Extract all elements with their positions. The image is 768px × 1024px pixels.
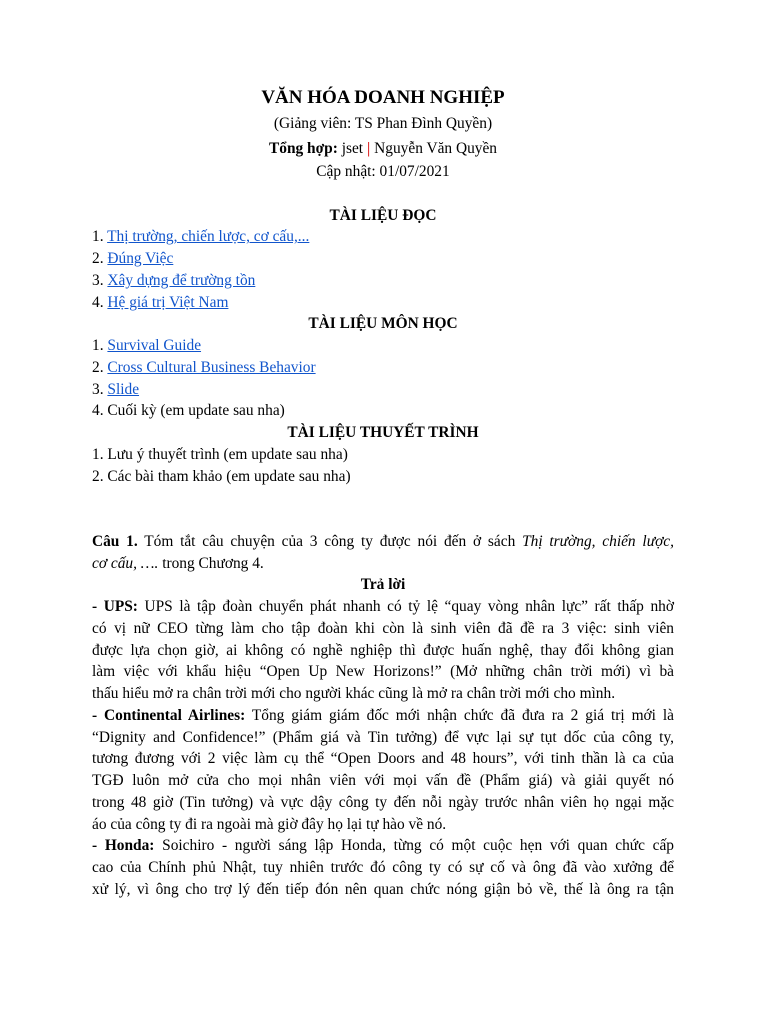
list-item-text: Các bài tham khảo (em update sau nha) bbox=[107, 467, 351, 485]
book-title: cơ cấu, …. bbox=[92, 554, 159, 572]
question-text: trong Chương 4. bbox=[162, 554, 264, 572]
list-number: 4. bbox=[92, 293, 104, 311]
paragraph-line: tương đương với 2 việc làm cụ thể “Open Doors and 48 hours”, với tinh thần là ca của bbox=[92, 750, 674, 768]
compiled-by-2: Nguyễn Văn Quyền bbox=[374, 140, 497, 157]
list-number: 2. bbox=[92, 467, 104, 485]
line-text: UPS là tập đoàn chuyển phát nhanh có tỷ lệ “quay vòng nhân lực” rất thấp nhờ bbox=[144, 598, 674, 615]
paragraph-line: cao của Chính phủ Nhật, tuy nhiên trước đó công ty có sự cố và ông đã vào xưởng để bbox=[92, 859, 674, 876]
lecturer-line: (Giảng viên: TS Phan Đình Quyền) bbox=[273, 115, 493, 132]
list-item bbox=[92, 226, 674, 248]
book-title: Thị trường, chiến lược, bbox=[522, 532, 674, 550]
line-text: Tổng giám giám đốc mới nhận chức đã đưa ra 2 giá trị mới là bbox=[251, 706, 674, 724]
section-heading-course: TÀI LIỆU MÔN HỌC bbox=[308, 315, 458, 333]
question-line bbox=[92, 553, 674, 575]
compiled-separator: | bbox=[366, 140, 371, 157]
list-item bbox=[92, 379, 674, 401]
line-text: Soichiro - người sáng lập Honda, từng có một cuộc hẹn với quan chức cấp bbox=[162, 837, 674, 855]
list-item bbox=[92, 357, 674, 379]
section-heading-reading: TÀI LIỆU ĐỌC bbox=[329, 206, 437, 224]
list-number: 1. bbox=[92, 228, 104, 246]
paragraph-line bbox=[92, 705, 674, 727]
list-item-text: Lưu ý thuyết trình (em update sau nha) bbox=[107, 445, 348, 463]
question-line bbox=[92, 531, 674, 553]
course-link-slide[interactable]: Slide bbox=[107, 380, 140, 398]
list-item bbox=[92, 292, 674, 314]
list-number: 4. bbox=[92, 402, 104, 420]
compiled-by-1: jset bbox=[341, 140, 364, 157]
list-number: 2. bbox=[92, 358, 104, 376]
reading-link-3[interactable]: Xây dựng để trường tồn bbox=[107, 271, 256, 289]
list-number: 3. bbox=[92, 271, 104, 289]
list-number: 2. bbox=[92, 250, 104, 267]
section-heading-presentation: TÀI LIỆU THUYẾT TRÌNH bbox=[287, 424, 479, 441]
list-item bbox=[92, 400, 674, 422]
answer-paragraph-ups bbox=[92, 596, 674, 705]
spacer bbox=[92, 183, 674, 205]
list-number: 3. bbox=[92, 380, 104, 398]
paragraph-line: được lựa chọn giờ, ai không có nghề nghiệp thì được huấn nghệ, thay đổi không gian bbox=[92, 641, 674, 659]
list-item bbox=[92, 335, 674, 357]
paragraph-line bbox=[92, 596, 674, 618]
compiled-by-line bbox=[92, 137, 674, 161]
answer-paragraph-continental bbox=[92, 705, 674, 836]
document-title: VĂN HÓA DOANH NGHIỆP bbox=[261, 87, 505, 108]
answer-label: - UPS: bbox=[92, 598, 138, 615]
answer-label: - Honda: bbox=[92, 837, 155, 855]
question-label: Câu 1. bbox=[92, 532, 138, 550]
answer-heading: Trả lời bbox=[360, 576, 406, 594]
paragraph-line bbox=[92, 835, 674, 857]
compiled-label: Tổng hợp: bbox=[268, 140, 338, 157]
reading-link-4[interactable]: Hệ giá trị Việt Nam bbox=[107, 293, 229, 311]
paragraph-line: áo của công ty đi ra ngoài mà giờ đây họ lại tự hào về nó. bbox=[92, 815, 447, 833]
paragraph-line: có vị nữ CEO từng làm cho tập đoàn khi còn là sinh viên đã đề ra 3 việc: sinh viên bbox=[92, 619, 674, 637]
list-item-text: Cuối kỳ (em update sau nha) bbox=[107, 402, 285, 420]
reading-link-1[interactable]: Thị trường, chiến lược, cơ cấu,... bbox=[107, 228, 310, 246]
paragraph-line: xử lý, vì ông cho trợ lý đến tiếp đón nên quan chức nóng giận bỏ về, thế là ông ra tận bbox=[92, 880, 674, 898]
answer-paragraph-honda bbox=[92, 835, 674, 900]
list-item bbox=[92, 248, 674, 270]
list-item bbox=[92, 444, 674, 466]
course-link-cross-cultural[interactable]: Cross Cultural Business Behavior bbox=[107, 358, 316, 376]
answer-label: - Continental Airlines: bbox=[92, 706, 246, 724]
paragraph-line: TGĐ luôn mở cửa cho mọi nhân viên với mọi vấn đề (Phẩm giá) và giải quyết nó bbox=[92, 772, 674, 789]
paragraph-line: trong 48 giờ (Tin tưởng) và vực dậy công ty đến nỗi ngày trước nhân viên họ ngại mặc bbox=[92, 793, 674, 811]
paragraph-line: thấu hiểu mở ra chân trời mới cho người khác cũng là mở ra chân trời mới cho mình. bbox=[92, 685, 616, 702]
paragraph-line: “Dignity and Confidence!” (Phẩm giá và Tin tưởng) để vực lại sự tụt dốc của công ty, bbox=[92, 728, 674, 746]
spacer bbox=[92, 487, 674, 509]
list-item bbox=[92, 466, 674, 488]
question-text: Tóm tắt câu chuyện của 3 công ty được nói đến ở sách bbox=[144, 532, 516, 550]
spacer bbox=[92, 509, 674, 531]
course-link-survival-guide[interactable]: Survival Guide bbox=[107, 337, 202, 354]
document-page bbox=[92, 85, 674, 901]
paragraph-line: làm việc với khẩu hiệu “Open Up New Horizons!” (Mở những chân trời mới) vì bà bbox=[92, 663, 674, 681]
list-number: 1. bbox=[92, 445, 104, 463]
list-number: 1. bbox=[92, 337, 104, 354]
list-item bbox=[92, 270, 674, 292]
updated-date: Cập nhật: 01/07/2021 bbox=[316, 163, 450, 180]
reading-link-2[interactable]: Đúng Việc bbox=[107, 250, 174, 267]
